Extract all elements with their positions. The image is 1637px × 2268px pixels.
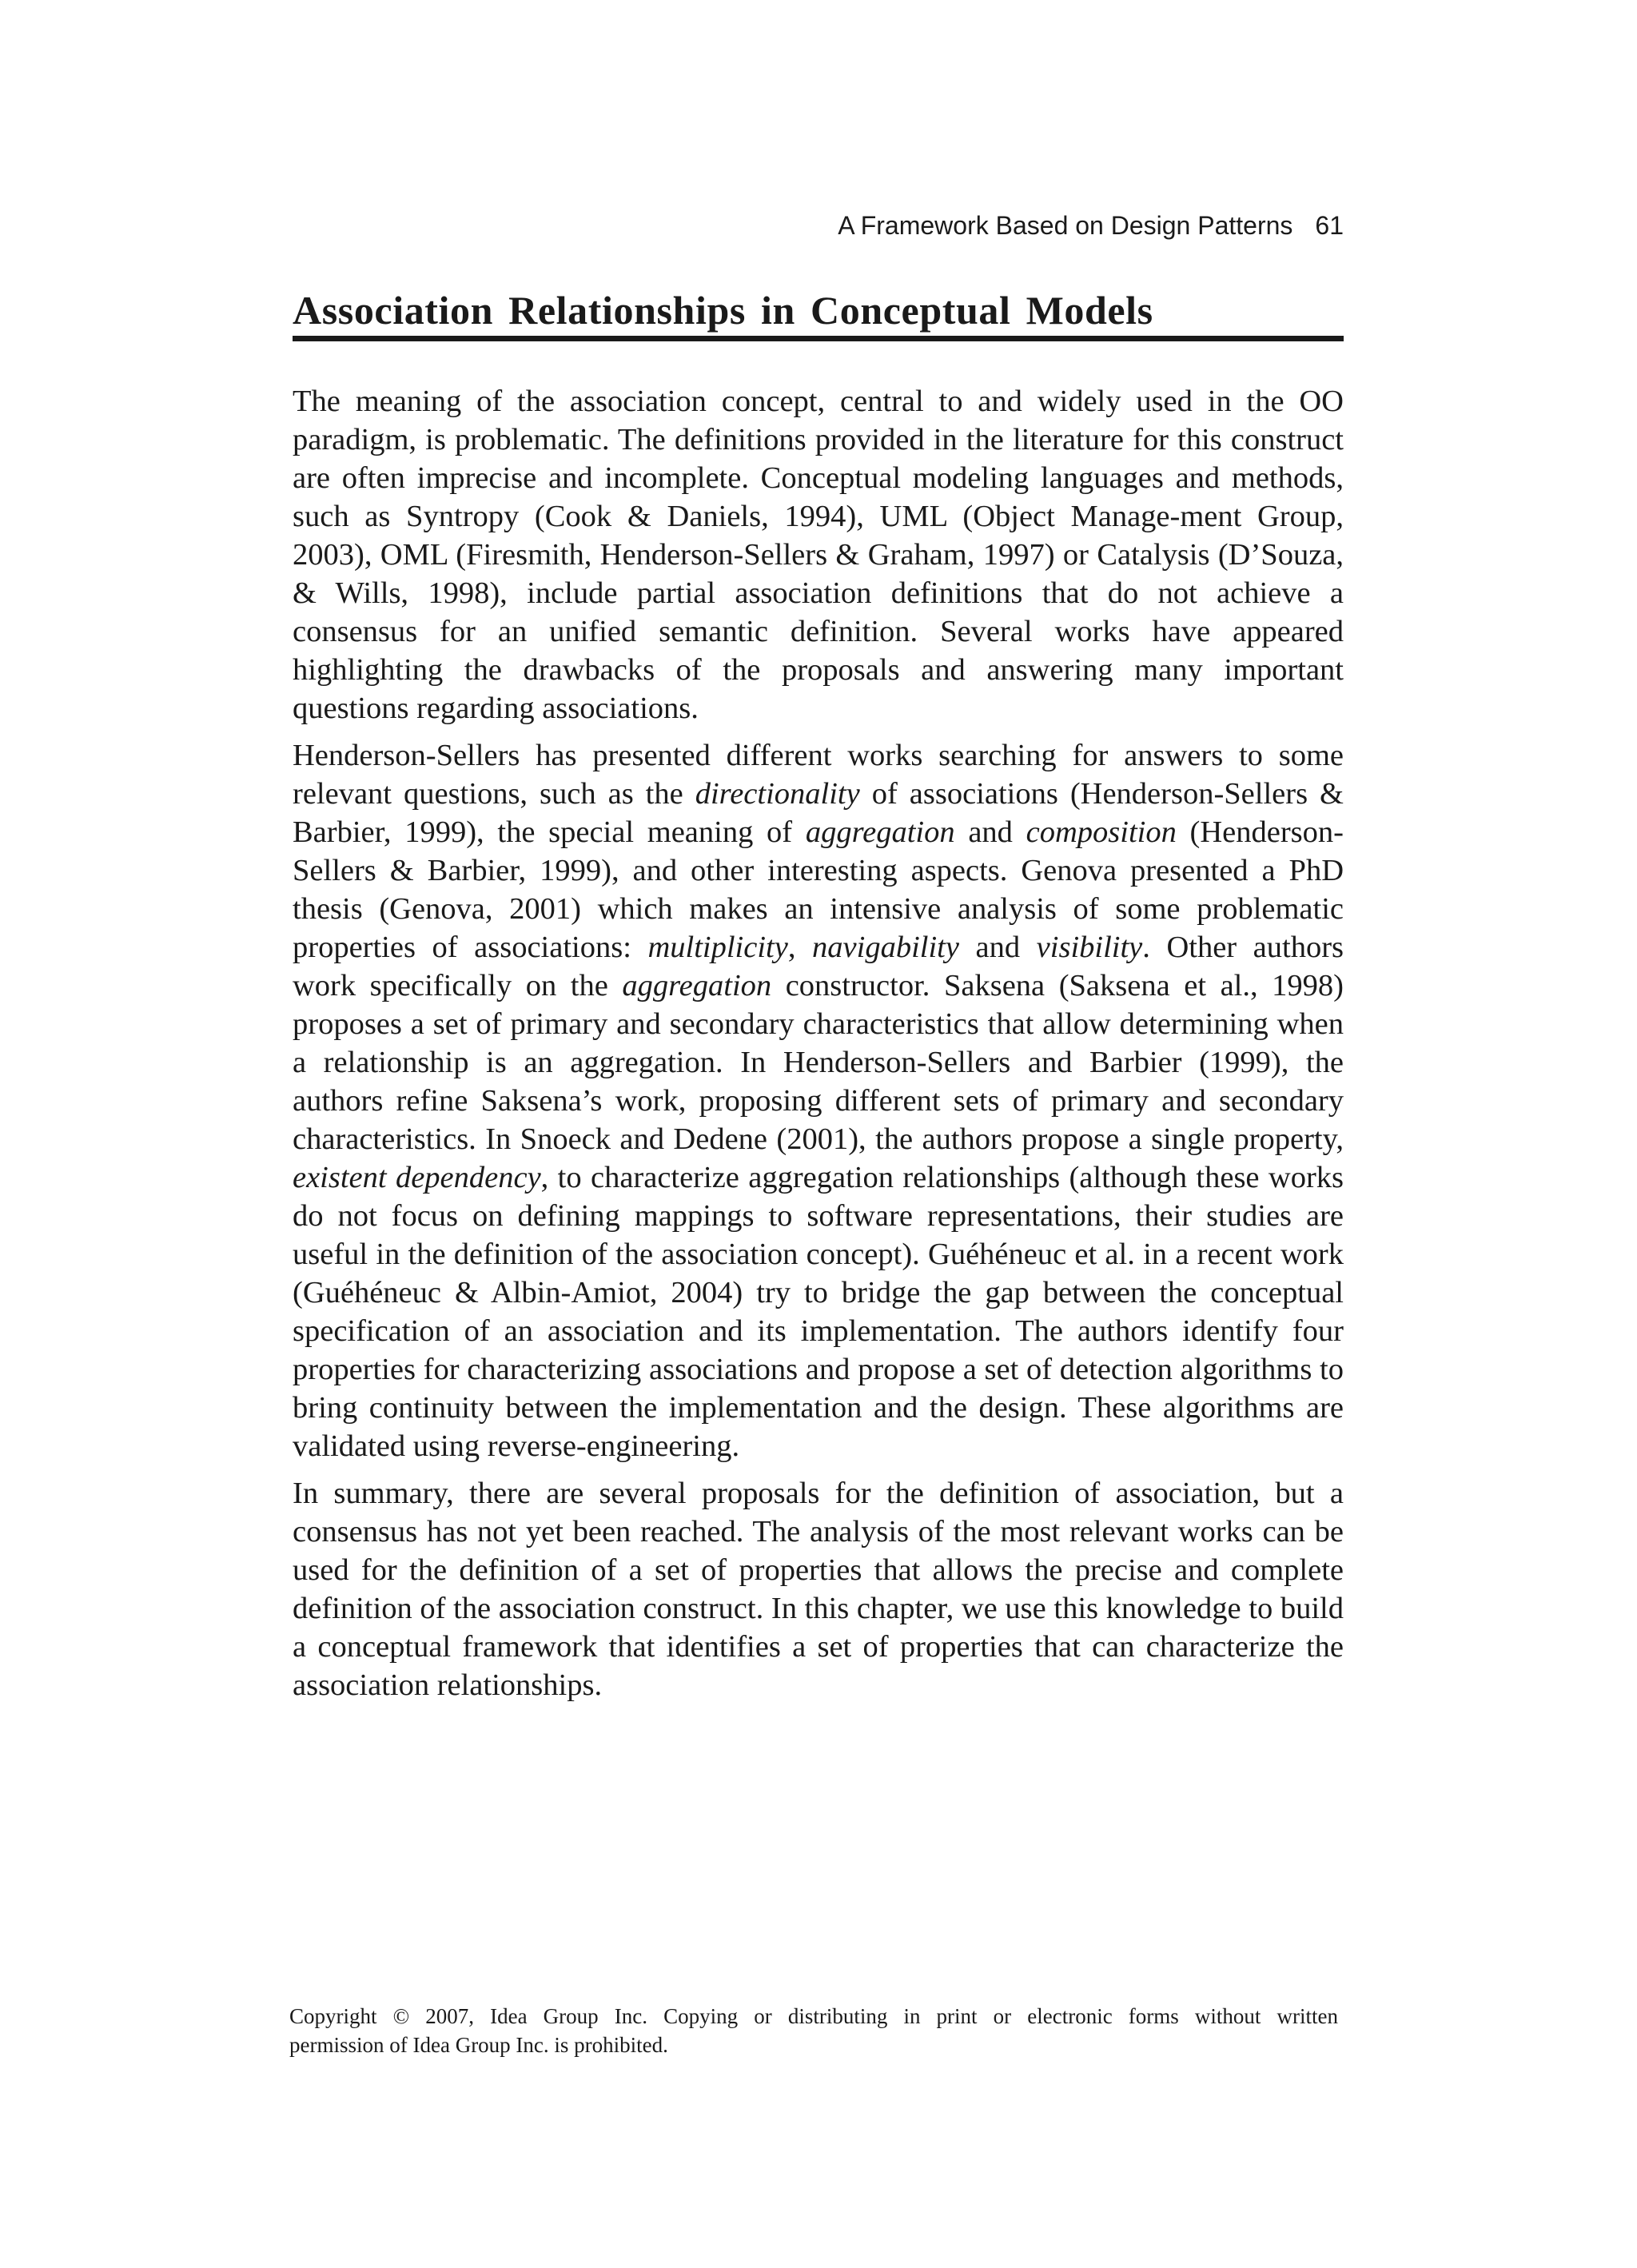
text-run: The meaning of the association concept, central to and widely used in the OO paradigm, is problematic. The definitions provided in the literature for this construct are often imprecise and incomplete. Conceptual modeling languages and methods, such as Syntropy (Cook & Daniels, 1994), UML (Object Manage-ment Group, 2003), OML (Firesmith, Henderson-Sellers & Graham, 1997) or Catalysis (D’Souza, & Wills, 1998), include partial association definitions that do not achieve a consensus for an unified semantic definition. Several works have appeared highlighting the drawbacks of the proposals and answering many important questions regarding associations. [293,385,1344,725]
running-head-title: A Framework Based on Design Patterns [838,211,1293,240]
italic-term: aggregation [805,815,955,849]
text-run: (Henderson-Sellers & Barbier, 1999), and other interesting aspects. Genova presented a PhD thesis (Genova, 2001) which makes an intensive analysis of some problematic properties of associations: [293,815,1344,964]
italic-term: navigability [812,931,959,964]
text-run: In summary, there are several proposals for the definition of association, but a consensus has not yet been reached. The analysis of the most relevant works can be used for the definition of a set of properties that allows the precise and complete definition of the association construct. In this chapter, we use this knowledge to build a conceptual framework that identifies a set of properties that can characterize the association relationships. [293,1477,1344,1702]
text-run: Henderson-Sellers has presented different works searching for answers to some relevant questions, such as the [293,739,1344,811]
text-run: , [787,931,813,964]
text-run: , to characterize aggregation relationships (although these works do not focus on defining mappings to software representations, their studies are useful in the definition of the association concept). Guéhéneuc et al. in a recent work (Guéhéneuc & Albin-Amiot, 2004) try to bridge the gap between the conceptual specification of an association and its implementation. The authors identify four properties for characterizing associations and propose a set of detection algorithms to bring continuity between the implementation and the design. These algorithms are validated using reverse-engineering. [293,1161,1344,1463]
paragraph [293,382,1344,727]
italic-term: directionality [695,777,860,811]
heading-rule [293,336,1344,341]
section-heading: Association Relationships in Conceptual Models [293,288,1153,333]
text-run: and [954,815,1026,849]
italic-term: existent dependency [293,1161,541,1194]
copyright-footer [289,2002,1338,2059]
italic-term: visibility [1036,931,1143,964]
text-run: . Other authors work specifically on the [293,931,1344,1002]
copyright-line-2: permission of Idea Group Inc. is prohibited. [289,2033,668,2057]
paragraph [293,1474,1344,1704]
italic-term: multiplicity [647,931,788,964]
page-number: 61 [1315,211,1344,240]
text-run: of associations (Henderson-Sellers & Barbier, 1999), the special meaning of [293,777,1344,849]
italic-term: composition [1026,815,1177,849]
italic-term: aggregation [622,969,772,1002]
text-run: and [958,931,1037,964]
running-head [293,209,1344,241]
body-text [293,382,1344,1713]
paragraph [293,736,1344,1465]
copyright-line-1: Copyright © 2007, Idea Group Inc. Copying or distributing in print or electronic forms without written [289,2004,1338,2028]
text-run: constructor. Saksena (Saksena et al., 1998) proposes a set of primary and secondary characteristics that allow determining when a relationship is an aggregation. In Henderson-Sellers and Barbier (1999), the authors refine Saksena’s work, proposing different sets of primary and secondary characteristics. In Snoeck and Dedene (2001), the authors propose a single property, [293,969,1344,1156]
